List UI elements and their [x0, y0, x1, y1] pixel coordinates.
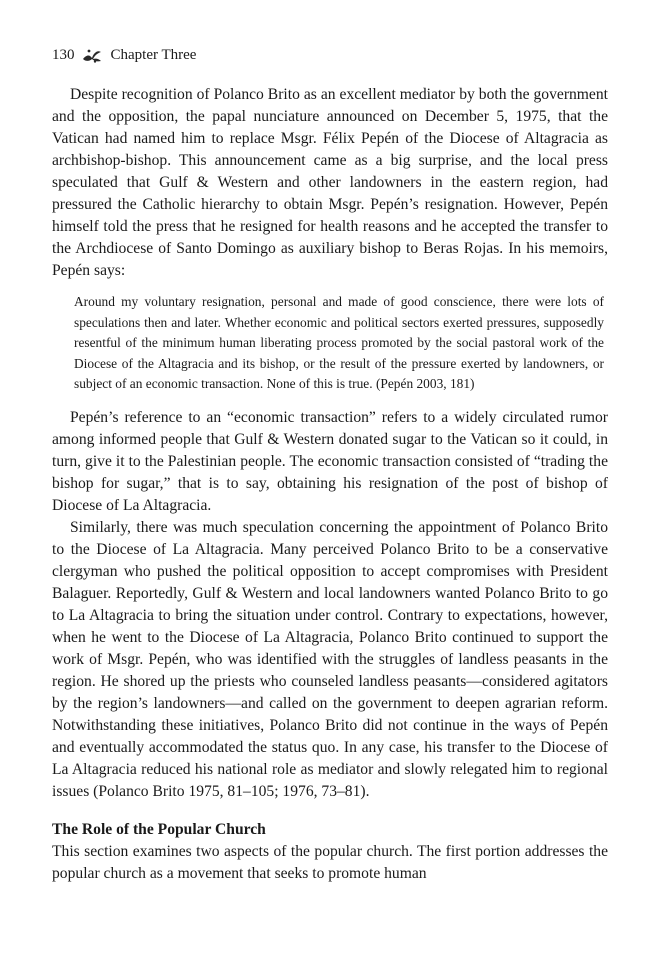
- fleuron-icon: [81, 46, 103, 64]
- paragraph: Similarly, there was much speculation concerning the appointment of Polanco Brito to the Diocese of La Altagracia. Many perceived Polanco Brito to be a conservative clergyman who pushed the political opposition to accept compromises with President Balaguer. Reportedly, Gulf & Western and local landowners wanted Polanco Brito to go to La Altagracia to bring the situation under control. Contrary to expectations, however, when he went to the Diocese of La Altagracia, Polanco Brito continued to support the work of Msgr. Pepén, who was identified with the struggles of landless peasants in the region. He shored up the priests who counseled landless peasants—considered agitators by the region’s landowners—and called on the government to deepen agrarian reform. Notwithstanding these initiatives, Polanco Brito did not continue in the ways of Pepén and eventually accommodated the status quo. In any case, his transfer to the Diocese of La Altagracia reduced his national role as mediator and slowly relegated him to regional issues (Polanco Brito 1975, 81–105; 1976, 73–81).: [52, 518, 608, 800]
- paragraph: Pepén’s reference to an “economic transaction” refers to a widely circulated rumor among informed people that Gulf & Western donated sugar to the Vatican so it could, in turn, give it to the Palestinian people. The economic transaction consisted of “trading the bishop for sugar,” that is to say, obtaining his resignation of the post of bishop of Diocese of La Altagracia.: [52, 408, 608, 514]
- block-quote: Around my voluntary resignation, personal and made of good conscience, there were lots of speculations then and later. Whether economic and political sectors exerted pressures, supposedly resentful of the minimum human liberating process promoted by the social pastoral work of the Diocese of the Altagracia and its bishop, or the result of the pressure exerted by landowners, or subject of an economic transaction. None of this is true. (Pepén 2003, 181): [74, 294, 604, 391]
- chapter-title: Chapter Three: [110, 46, 197, 63]
- running-head: [52, 44, 608, 66]
- page-number: 130: [52, 46, 75, 63]
- section-heading: The Role of the Popular Church: [52, 820, 266, 838]
- book-page: [52, 44, 608, 885]
- paragraph: Despite recognition of Polanco Brito as an excellent mediator by both the government and the opposition, the papal nunciature announced on December 5, 1975, that the Vatican had named him to replace Msgr. Félix Pepén of the Diocese of Altagracia as archbishop-bishop. This announcement came as a big surprise, and the local press speculated that Gulf & Western and other landowners in the eastern region, had pressured the Catholic hierarchy to obtain Msgr. Pepén’s resignation. However, Pepén himself told the press that he resigned for health reasons and he accepted the transfer to the Archdiocese of Santo Domingo as auxiliary bishop to Beras Rojas. In his memoirs, Pepén says:: [52, 86, 608, 279]
- section-paragraph: This section examines two aspects of the popular church. The first portion addresses the popular church as a movement that seeks to promote human: [52, 842, 608, 882]
